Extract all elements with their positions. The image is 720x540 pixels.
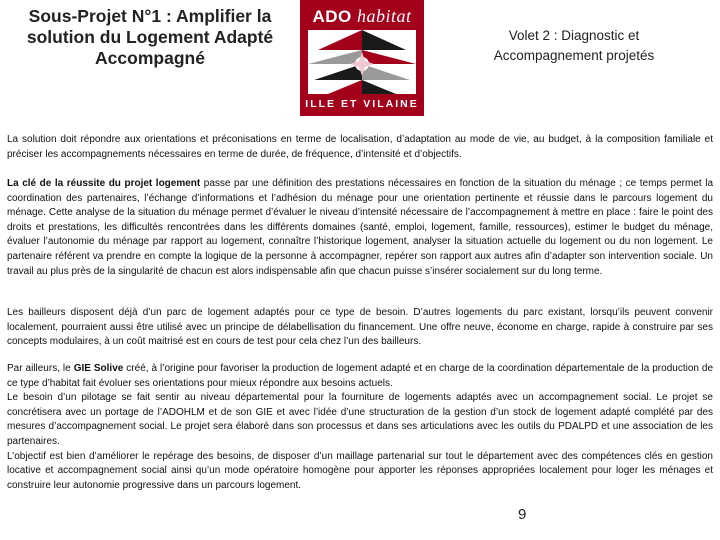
title-line-2: solution du Logement Adapté [26,27,274,47]
gie-intro-start: Par ailleurs, le [7,363,74,374]
volet-heading [460,26,688,66]
page-number: 9 [518,506,527,523]
paragraph-solution: La solution doit répondre aux orientations et préconisations en terme de localisation, d’adaptation au mode de vie, au budget, à la composition familiale et préciser les accompagnements nécessaires en terme de durée, de fréquence, d’intensité et d’objectifs. [7,134,713,160]
gie-solive-name: GIE Solive [73,363,124,374]
logo-emblem-icon [308,30,416,94]
volet-line-1: Volet 2 : Diagnostic et [508,28,640,43]
volet-line-2: Accompagnement projetés [493,48,655,63]
logo-brand-ado: ADO [312,7,352,26]
logo-subtitle: ILLE ET VILAINE [305,98,419,110]
paragraph-objectif: L’objectif est bien d’améliorer le repérage des besoins, de disposer d’un maillage partenarial sur tout le département avec des compétences clés en gestion locative et accompagnement social ainsi qu’un mode opératoire homogène pour apporter les réponses appropriées localement pour loger les ménages et construire leur autonomie progressive dans un parcours logement. [7,450,713,491]
paragraph-key-success [7,177,713,279]
logo-brand [300,6,424,27]
paragraph-key-success-text: passe par une définition des prestations nécessaires en fonction de la situation du ménage ; ce temps permet la coordination des partenaires, l’échange d’informations et l’adhésion du ménage pour une orientation pertinente et réussie dans le parcours logement du ménage. Cette analyse de la situation du ménage permet d’évaluer le niveau d’intensité nécessaire de l’accompagnement à mettre en place : faire le point des droits et prestations, les difficultés rencontrées dans les différents domaines (santé, emploi, logement, famille, ressources), estimer le budget du ménage, évaluer l’autonomie du ménage par rapport au logement, connaître l’historique logement, analyser la situation actuelle du logement ou du non logement. Le partenaire référent va prendre en compte la logique de la personne à accompagner, repérer son rapport aux autres afin d’adapter son intervention sociale. Un travail au plus près de la singularité de chacun est alors indispensable afin que chacun puisse s’insérer socialement sur du long terme. [7,178,714,277]
paragraph-bailleurs: Les bailleurs disposent déjà d’un parc de logement adaptés pour ce type de besoin. D’autres logements du parc existant, lorsqu’ils peuvent convenir localement, pourraient aussi être utilisé avec un principe de délabellisation du financement. Une offre neuve, économe en charge, rapide à construire par ses concepts modulaires, à un coût maitrisé est en cours de test pour cela chez l’un des bailleurs. [7,307,713,348]
paragraph-gie-solive [7,362,713,493]
title-line-3: Accompagné [95,48,205,68]
paragraph-key-success-lead: La clé de la réussite du projet logement [7,178,201,189]
logo-emblem [308,30,416,94]
logo-brand-habitat: habitat [357,6,412,26]
ado-habitat-logo [300,0,424,116]
paragraph-pilotage: Le besoin d’un pilotage se fait sentir au niveau départemental pour la fourniture de logements adaptés avec un accompagnement social. Le projet se concrétisera avec un portage de l’ADOHLM et de son GIE et avec l’idée d’une structuration de la gestion d’un stock de logement adapté complété par des mesures d’accompagnement social. Le projet sera élaboré dans son processus et dans ses articulations avec les outils du PDALPD et une association de les partenaires. [7,392,713,447]
page-title [4,6,296,69]
title-line-1: Sous-Projet N°1 : Amplifier la [28,6,272,26]
paragraph-gie-intro [7,362,713,391]
gie-intro-end: créé, à l’origine pour favoriser la production de logement adapté et en charge de la coordination départementale de la production de ce type d’habitat fait évoluer ses orientations pour mieux répondre aux besoins actuels. [7,363,714,389]
